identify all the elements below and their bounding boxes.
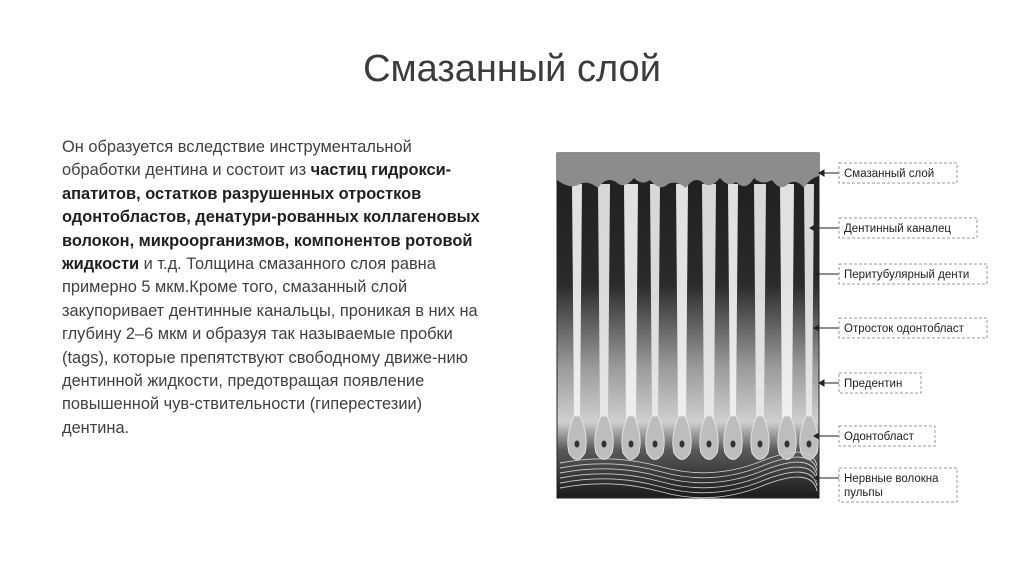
slide-title: Смазанный слой: [363, 48, 661, 90]
label-dentin-tubule-text: Дентинный каналец: [844, 223, 951, 235]
label-odontoblast-process: [839, 318, 987, 338]
label-dentin-tubule: [839, 218, 977, 238]
label-odontoblast-process-text: Отросток одонтобласт: [844, 323, 964, 335]
tubule: [676, 184, 688, 418]
tissue-block: [557, 153, 819, 498]
odontoblast-nucleus: [731, 441, 736, 448]
odontoblast-nucleus: [653, 441, 658, 448]
label-predentin-text: Предентин: [844, 378, 903, 390]
tubule: [598, 184, 610, 418]
body-text-bold: частиц гидрокси-апатитов, остатков разрушенных отростков одонтобластов, денатури-рованных коллагеновых волокон, микроорганизмов, компонентов ротовой жидкости: [62, 161, 480, 274]
odontoblast-nucleus: [602, 441, 607, 448]
body-text-part-1: Он образуется вследствие инструментальной обработки дентина и состоит из: [62, 138, 412, 180]
odontoblast-nucleus: [758, 441, 763, 448]
label-smear-layer-text: Смазанный слой: [844, 168, 935, 180]
tubule: [780, 184, 794, 418]
odontoblast-nucleus: [629, 441, 634, 448]
label-nerve-fibers: [839, 468, 957, 502]
dentin-diagram: [552, 148, 992, 503]
label-peritubular-dentin: [839, 264, 987, 284]
body-text-part-2: и т.д. Толщина смазанного слоя равна примерно 5 мкм.Кроме того, смазанный слой закупоривает дентинные канальцы, проникая в них на глубину 2–6 мкм и образуя так называемые пробки (tags), которые препятствуют свободному движе-нию дентинной жидкости, предотвращая появление повышенной чув-ствительности (гиперестезии) дентина.: [62, 255, 478, 437]
tubule: [702, 184, 716, 418]
label-peritubular-dentin-text: Перитубулярный денти: [844, 269, 970, 281]
label-nerve-fibers-text: Нервные волокна пульпы: [844, 473, 939, 499]
odontoblast-nucleus: [707, 441, 712, 448]
odontoblast-nucleus: [680, 441, 685, 448]
smear-layer: [557, 153, 819, 188]
odontoblast-nucleus: [807, 441, 812, 448]
odontoblast-nucleus: [785, 441, 790, 448]
tubule: [624, 184, 638, 418]
tubule: [754, 184, 766, 418]
odontoblast-nucleus: [575, 441, 580, 448]
body-text: [62, 136, 487, 440]
label-predentin: [839, 373, 921, 393]
label-odontoblast-text: Одонтобласт: [844, 431, 914, 443]
label-odontoblast: [839, 426, 935, 446]
label-smear-layer: [839, 163, 957, 183]
